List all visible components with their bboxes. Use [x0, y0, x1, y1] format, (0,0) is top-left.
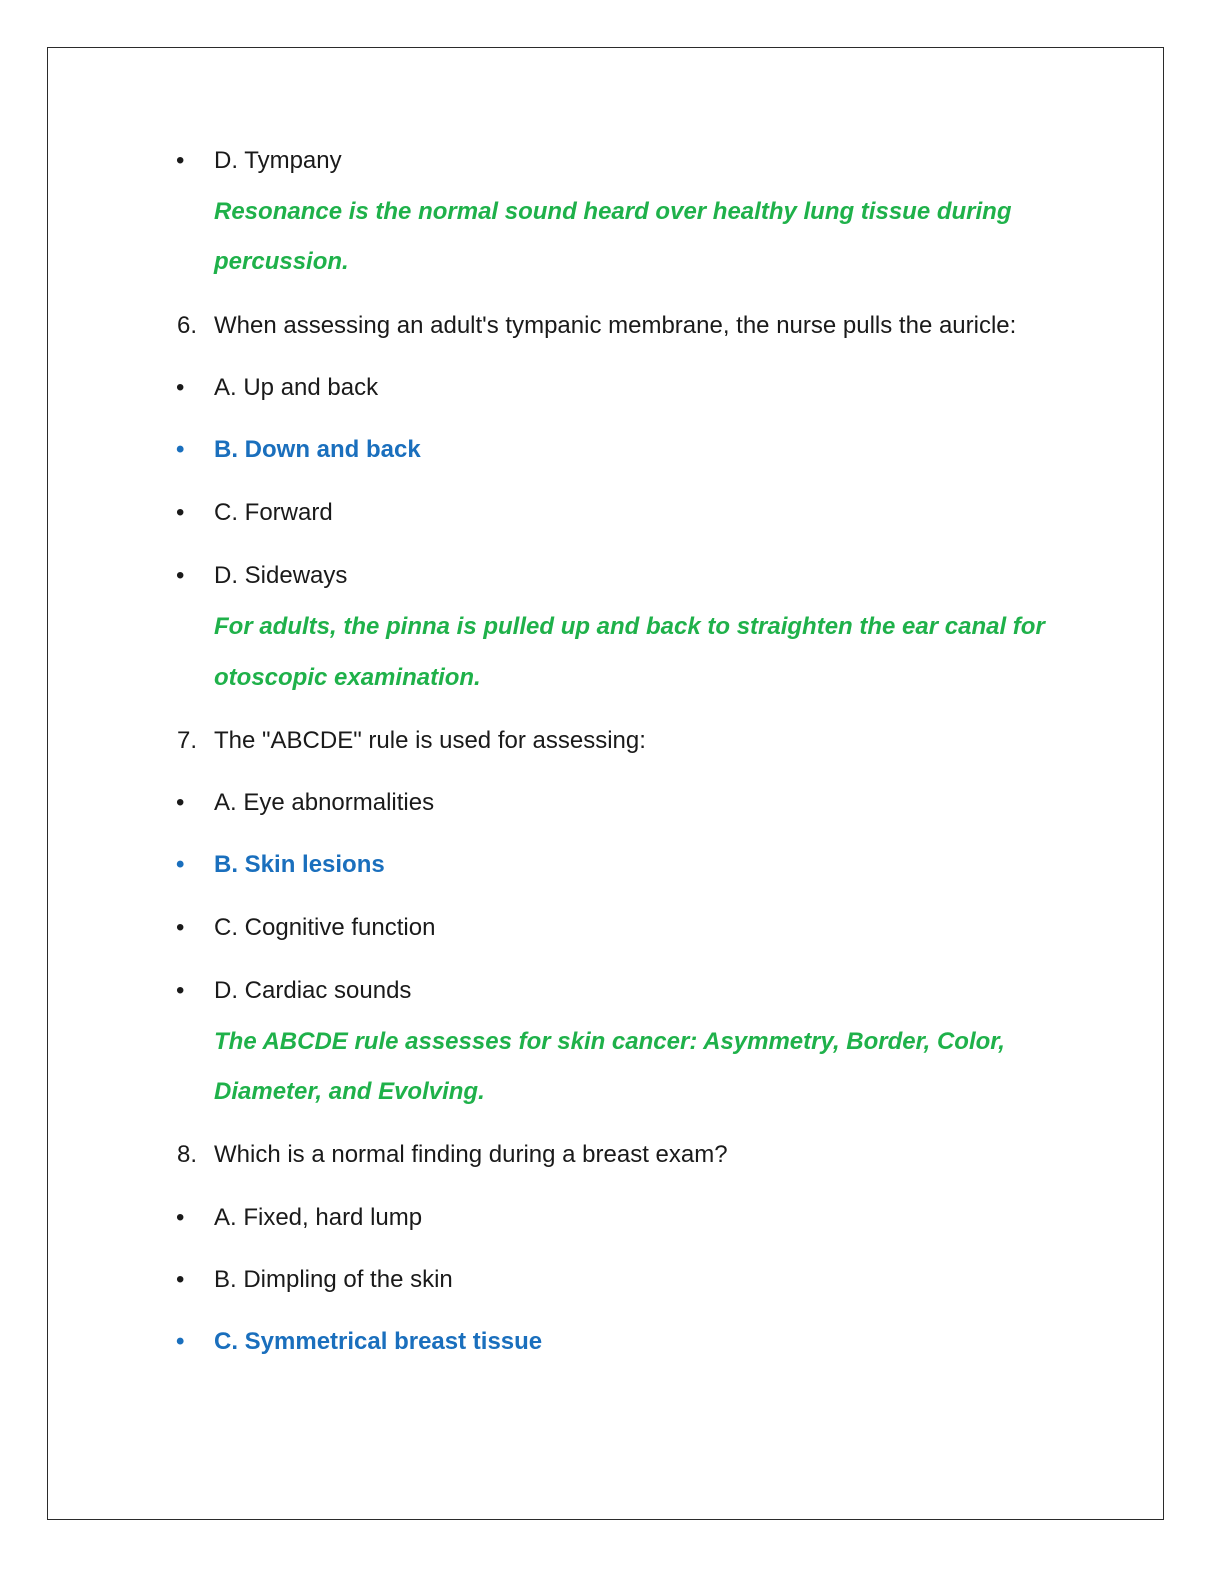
q5-rationale-line1: Resonance is the normal sound heard over healthy lung tissue during [214, 198, 1012, 225]
bullet: • [176, 851, 185, 878]
q8-option-b: B. Dimpling of the skin [214, 1266, 453, 1293]
q7-option-a: A. Eye abnormalities [214, 789, 435, 816]
q7-number: 7. [177, 727, 198, 754]
q8-number: 8. [177, 1141, 198, 1168]
q7-question: The "ABCDE" rule is used for assessing: [214, 727, 646, 754]
bullet: • [176, 499, 185, 526]
bullet: • [176, 1328, 185, 1355]
bullet: • [176, 1266, 185, 1293]
bullet: • [176, 977, 185, 1004]
q6-number: 6. [177, 312, 198, 339]
bullet: • [176, 914, 185, 941]
q6-option-a: A. Up and back [214, 374, 379, 401]
q6-question: When assessing an adult's tympanic membrane, the nurse pulls the auricle: [214, 312, 1017, 339]
bullet: • [176, 374, 185, 401]
bullet: • [176, 1204, 185, 1231]
q8-question: Which is a normal finding during a breast exam? [214, 1141, 728, 1168]
bullet: • [176, 147, 185, 174]
q6-rationale-line1: For adults, the pinna is pulled up and back to straighten the ear canal for [214, 613, 1045, 640]
q7-option-c: C. Cognitive function [214, 914, 436, 941]
q7-option-b-correct: B. Skin lesions [214, 851, 385, 878]
q7-rationale-line1: The ABCDE rule assesses for skin cancer: Asymmetry, Border, Color, [214, 1028, 1005, 1055]
q7-rationale-line2: Diameter, and Evolving. [214, 1078, 485, 1105]
q6-option-d: D. Sideways [214, 562, 348, 589]
q8-option-a: A. Fixed, hard lump [214, 1204, 423, 1231]
bullet: • [176, 789, 185, 816]
bullet: • [176, 436, 185, 463]
q6-rationale-line2: otoscopic examination. [214, 664, 481, 691]
q8-option-c-correct: C. Symmetrical breast tissue [214, 1328, 543, 1355]
q7-option-d: D. Cardiac sounds [214, 977, 412, 1004]
q5-option-d: D. Tympany [214, 147, 342, 174]
q5-rationale-line2: percussion. [214, 248, 349, 275]
bullet: • [176, 562, 185, 589]
q6-option-b-correct: B. Down and back [214, 436, 421, 463]
q6-option-c: C. Forward [214, 499, 333, 526]
